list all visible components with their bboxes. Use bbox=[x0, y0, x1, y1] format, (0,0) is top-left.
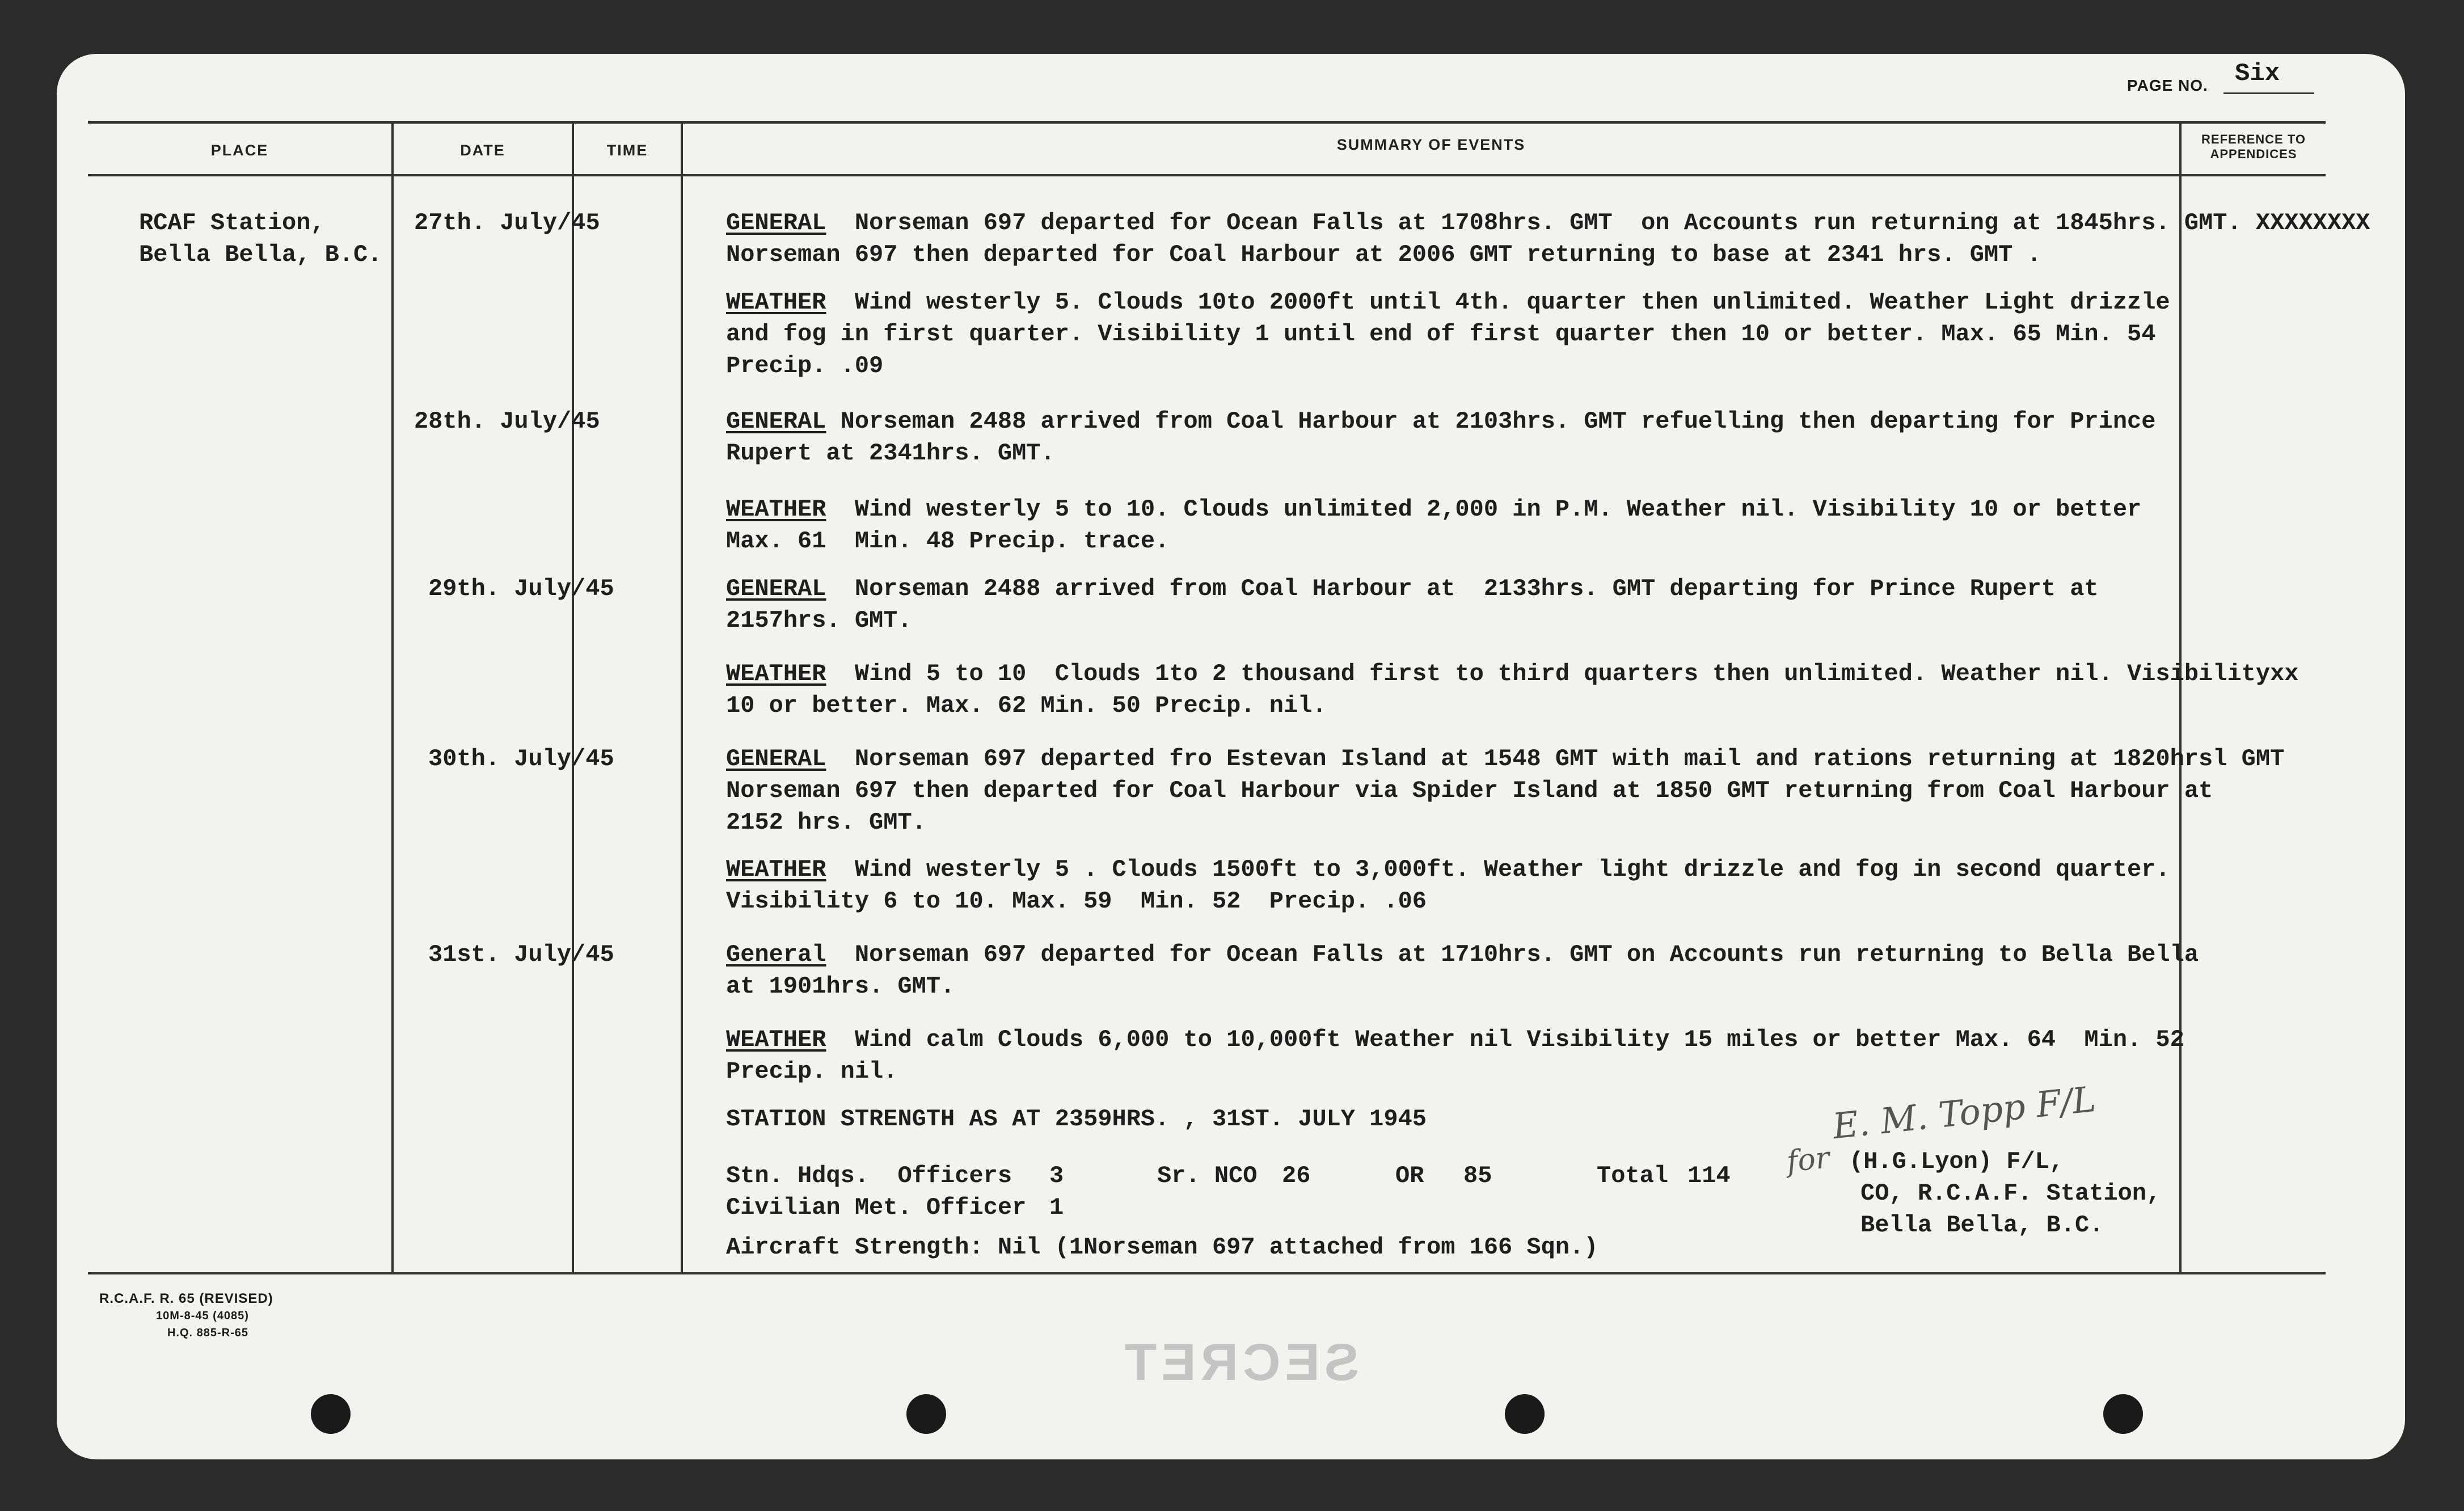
entry-29-general bbox=[726, 573, 2099, 636]
entry-28-weather bbox=[726, 493, 2141, 557]
strength-snco-label: Sr. NCO bbox=[1157, 1162, 1258, 1189]
entry-label: GENERAL bbox=[726, 408, 826, 435]
signature-station: Bella Bella, B.C. bbox=[1860, 1212, 2104, 1239]
signature-name: (H.G.Lyon) F/L, bbox=[1849, 1148, 2064, 1175]
punch-hole bbox=[311, 1394, 351, 1434]
strength-total: 114 bbox=[1687, 1162, 1731, 1189]
entry-line: Wind westerly 5 to 10. Clouds unlimited 2,000 in P.M. Weather nil. Visibility 10 or better bbox=[854, 496, 2142, 523]
punch-hole bbox=[906, 1394, 946, 1434]
entry-line: Wind westerly 5 . Clouds 1500ft to 3,000ft. Weather light drizzle and fog in second quarter. bbox=[854, 856, 2170, 883]
strength-hdqs-label: Stn. Hdqs. Officers bbox=[726, 1162, 1012, 1189]
entry-label: WEATHER bbox=[726, 856, 826, 883]
header-bottom-rule bbox=[88, 174, 2326, 176]
strength-heading: STATION STRENGTH AS AT 2359HRS. , 31ST. JULY 1945 bbox=[726, 1105, 1427, 1133]
punch-hole bbox=[1505, 1394, 1545, 1434]
strength-civilian: 1 bbox=[1049, 1194, 1064, 1221]
form-number bbox=[99, 1290, 273, 1341]
strength-or: 85 bbox=[1463, 1162, 1492, 1189]
entry-label: WEATHER bbox=[726, 289, 826, 316]
place-line-1: RCAF Station, bbox=[139, 209, 325, 237]
entry-31-weather bbox=[726, 1024, 2184, 1087]
entry-30-weather bbox=[726, 854, 2170, 917]
page-no-label: PAGE NO. bbox=[2127, 77, 2208, 94]
entry-line: 2157hrs. GMT. bbox=[726, 607, 912, 634]
strength-officers: 3 bbox=[1049, 1162, 1064, 1189]
entry-line: Norseman 697 departed for Ocean Falls at 1708hrs. GMT on Accounts run returning at 1845hrs. GMT. XXXXXXXX bbox=[854, 209, 2370, 237]
column-header-reference bbox=[2182, 132, 2326, 162]
entry-line: Norseman 2488 arrived from Coal Harbour at 2103hrs. GMT refuelling then departing for Prince bbox=[840, 408, 2156, 435]
column-header-summary: SUMMARY OF EVENTS bbox=[1336, 136, 1526, 153]
entry-29-weather bbox=[726, 658, 2298, 721]
entry-line: Norseman 697 departed fro Estevan Island at 1548 GMT with mail and rations returning at 1820hrsl GMT bbox=[854, 745, 2285, 773]
entry-label: General bbox=[726, 941, 826, 968]
entry-line: Max. 61 Min. 48 Precip. trace. bbox=[726, 527, 1170, 555]
entry-label: WEATHER bbox=[726, 660, 826, 687]
entry-line: Precip. .09 bbox=[726, 352, 884, 379]
date-29-july: 29th. July/45 bbox=[428, 575, 614, 602]
entry-line: Norseman 2488 arrived from Coal Harbour at 2133hrs. GMT departing for Prince Rupert at bbox=[854, 575, 2099, 602]
handwritten-signature: E. M. Topp F/L bbox=[1830, 1078, 2098, 1147]
strength-civilian-label: Civilian Met. Officer bbox=[726, 1194, 1027, 1221]
place-date-divider bbox=[391, 121, 394, 1274]
entry-30-general bbox=[726, 743, 2284, 838]
entry-line: Rupert at 2341hrs. GMT. bbox=[726, 440, 1055, 467]
signature-for: for bbox=[1785, 1141, 1832, 1179]
entry-label: GENERAL bbox=[726, 575, 826, 602]
signature-title: CO, R.C.A.F. Station, bbox=[1860, 1180, 2161, 1207]
entry-line: Norseman 697 departed for Ocean Falls at 1710hrs. GMT on Accounts run returning to Bella Bella bbox=[854, 941, 2199, 968]
entry-line: Visibility 6 to 10. Max. 59 Min. 52 Precip. .06 bbox=[726, 888, 1427, 915]
date-30-july: 30th. July/45 bbox=[428, 745, 614, 773]
entry-line: Precip. nil. bbox=[726, 1058, 898, 1085]
date-time-divider bbox=[572, 121, 574, 1274]
entry-28-general bbox=[726, 406, 2155, 469]
entry-label: GENERAL bbox=[726, 209, 826, 237]
punch-hole bbox=[2103, 1394, 2143, 1434]
entry-label: GENERAL bbox=[726, 745, 826, 773]
date-28-july: 28th. July/45 bbox=[414, 408, 600, 435]
entry-line: 10 or better. Max. 62 Min. 50 Precip. nil. bbox=[726, 692, 1327, 719]
table-top-rule bbox=[88, 121, 2326, 124]
strength-or-label: OR bbox=[1395, 1162, 1424, 1189]
page-no-underline bbox=[2223, 92, 2314, 94]
entry-line: Wind 5 to 10 Clouds 1to 2 thousand first to third quarters then unlimited. Weather nil. Visibilityxx bbox=[854, 660, 2299, 687]
column-header-place: PLACE bbox=[210, 142, 269, 159]
form-line-1: R.C.A.F. R. 65 (REVISED) bbox=[99, 1291, 273, 1306]
column-header-date: DATE bbox=[460, 142, 505, 159]
entry-line: at 1901hrs. GMT. bbox=[726, 973, 955, 1000]
table-bottom-rule bbox=[88, 1272, 2326, 1274]
entry-line: Norseman 697 then departed for Coal Harbour at 2006 GMT returning to base at 2341 hrs. GMT . bbox=[726, 241, 2041, 268]
secret-stamp: SECRET bbox=[1120, 1333, 1360, 1391]
column-header-time: TIME bbox=[606, 142, 648, 159]
entry-27-weather bbox=[726, 286, 2170, 382]
entry-27-general bbox=[726, 207, 2370, 271]
entry-line: Wind calm Clouds 6,000 to 10,000ft Weather nil Visibility 15 miles or better Max. 64 Min. 52 bbox=[854, 1026, 2184, 1053]
entry-31-general bbox=[726, 939, 2199, 1002]
entry-line: 2152 hrs. GMT. bbox=[726, 809, 926, 836]
aircraft-strength: Aircraft Strength: Nil (1Norseman 697 attached from 166 Sqn.) bbox=[726, 1234, 1598, 1261]
reference-line-2: APPENDICES bbox=[2210, 147, 2297, 161]
diary-page bbox=[57, 54, 2405, 1459]
page-no-value: Six bbox=[2235, 60, 2280, 88]
entry-line: Norseman 697 then departed for Coal Harbour via Spider Island at 1850 GMT returning from Coal Harbour at bbox=[726, 777, 2213, 804]
strength-snco: 26 bbox=[1282, 1162, 1311, 1189]
date-27-july: 27th. July/45 bbox=[414, 209, 600, 237]
form-line-2: 10M-8-45 (4085) bbox=[156, 1310, 249, 1322]
entry-label: WEATHER bbox=[726, 496, 826, 523]
reference-line-1: REFERENCE TO bbox=[2201, 132, 2306, 146]
place-line-2: Bella Bella, B.C. bbox=[139, 241, 382, 268]
date-31-july: 31st. July/45 bbox=[428, 941, 614, 968]
form-line-3: H.Q. 885-R-65 bbox=[167, 1327, 249, 1339]
entry-line: Wind westerly 5. Clouds 10to 2000ft until 4th. quarter then unlimited. Weather Light drizzle bbox=[854, 289, 2170, 316]
time-summary-divider bbox=[681, 121, 683, 1274]
strength-total-label: Total bbox=[1597, 1162, 1669, 1189]
entry-label: WEATHER bbox=[726, 1026, 826, 1053]
entry-line: and fog in first quarter. Visibility 1 until end of first quarter then 10 or better. Max. 65 Min. 54 bbox=[726, 320, 2156, 348]
